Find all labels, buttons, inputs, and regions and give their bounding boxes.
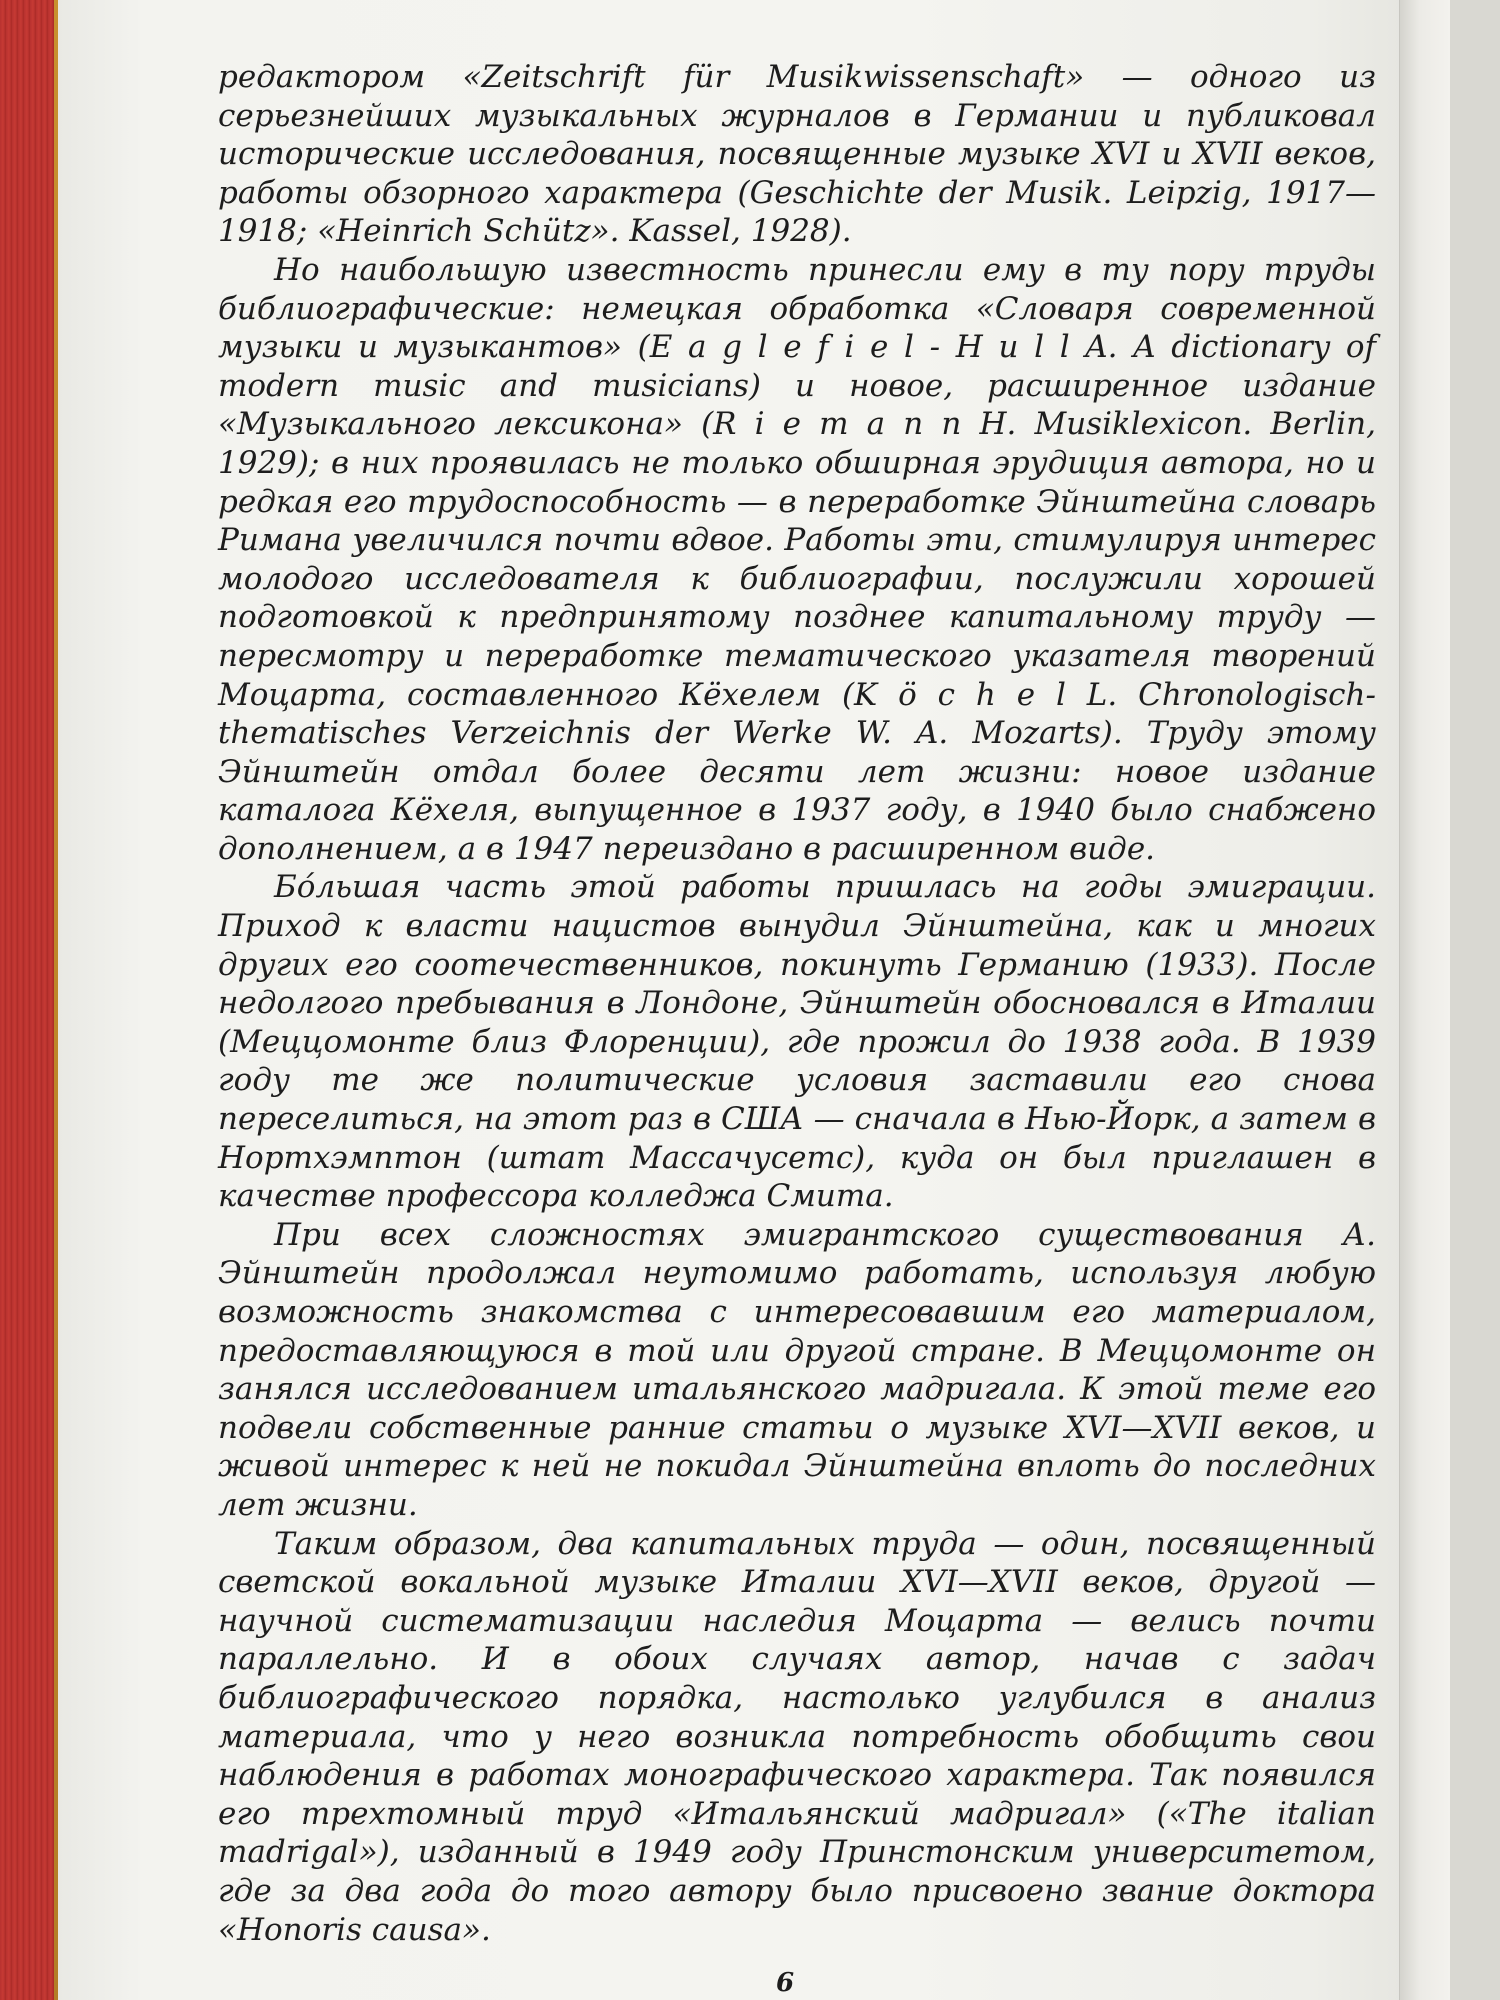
paragraph: редактором «Zeitschrift für Musikwissenschaft» — одного из серьезнейших музыкальных журналов в Германии и публиковал исторические исследования, посвященные музыке XVI и XVII веков, работы обзорного характера (Geschichte der Musik. Leipzig, 1917—1918; «Heinrich Schütz». Kassel, 1928).	[218, 59, 1376, 250]
book-cover-edge	[0, 0, 58, 2000]
body-text	[218, 58, 1376, 1949]
paragraph: Но наибольшую известность принесли ему в ту пору труды библиографические: немецкая обработка «Словаря современной музыки и музыкантов» (E a g l e f i e l - H u l l A. A dictionary of modern music and musicians) и новое, расширенное издание «Музыкального лексикона» (R i e m a n n H. Musiklexicon. Berlin, 1929); в них проявилась не только обширная эрудиция автора, но и редкая его трудоспособность — в переработке Эйнштейна словарь Римана увеличился почти вдвое. Работы эти, стимулируя интерес молодого исследователя к библиографии, послужили хорошей подготовкой к предпринятому позднее капитальному труду — пересмотру и переработке тематического указателя творений Моцарта, составленного Кёхелем (K ö c h e l L. Chronologisch-thematisches Verzeichnis der Werke W. A. Mozarts). Труду этому Эйнштейн отдал более десяти лет жизни: новое издание каталога Кёхеля, выпущенное в 1937 году, в 1940 было снабжено дополнением, а в 1947 переиздано в расширенном виде.	[218, 251, 1376, 867]
adjacent-page-edge	[1399, 0, 1450, 2000]
page-number: 6	[776, 1968, 795, 1998]
paragraph: При всех сложностях эмигрантского существования А. Эйнштейн продолжал неутомимо работать, используя любую возможность знакомства с интересовавшим его материалом, предоставляющуюся в той или другой стране. В Меццомонте он занялся исследованием итальянского мадригала. К этой теме его подвели собственные ранние статьи о музыке XVI—XVII веков, и живой интерес к ней не покидал Эйнштейна вплоть до последних лет жизни.	[218, 1216, 1376, 1523]
paragraph: Бо́льшая часть этой работы пришлась на годы эмиграции. Приход к власти нацистов вынудил Эйнштейна, как и многих других его соотечественников, покинуть Германию (1933). После недолгого пребывания в Лондоне, Эйнштейн обосновался в Италии (Меццомонте близ Флоренции), где прожил до 1938 года. В 1939 году те же политические условия заставили его снова переселиться, на этот раз в США — сначала в Нью-Йорк, а затем в Нортхэмптон (штат Массачусетс), куда он был приглашен в качестве профессора колледжа Смита.	[218, 869, 1376, 1215]
paragraph: Таким образом, два капитальных труда — один, посвященный светской вокальной музыке Италии XVI—XVII веков, другой — научной систематизации наследия Моцарта — велись почти параллельно. И в обоих случаях автор, начав с задач библиографического порядка, настолько углубился в анализ материала, что у него возникла потребность обобщить свои наблюдения в работах монографического характера. Так появился его трехтомный труд «Итальянский мадригал» («The italian madrigal»), изданный в 1949 году Принстонским университетом, где за два года до того автору было присвоено звание доктора «Honoris causa».	[218, 1525, 1376, 1948]
